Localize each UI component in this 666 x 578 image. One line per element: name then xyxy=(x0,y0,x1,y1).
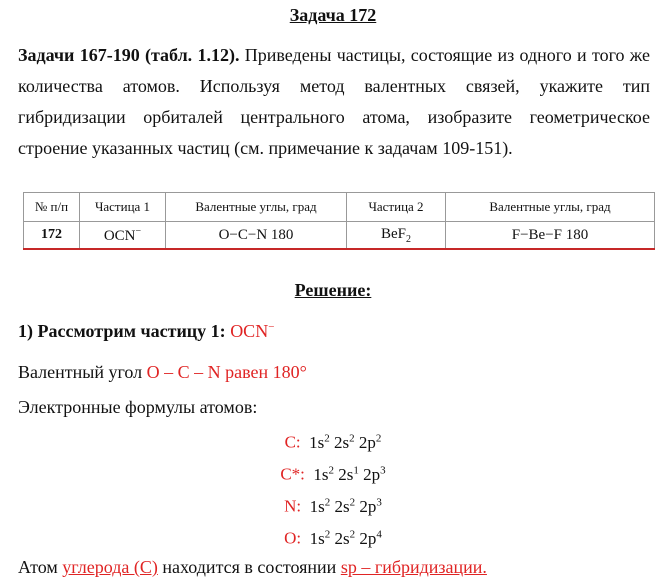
step-1-heading xyxy=(18,320,274,342)
step-1-label: 1) Рассмотрим частицу 1: xyxy=(18,321,231,341)
formula-element-symbol: N: xyxy=(284,496,302,516)
header-particle-1: Частица 1 xyxy=(80,193,166,222)
solution-heading: Решение: xyxy=(294,280,372,300)
step-1-particle: OCN− xyxy=(230,321,275,341)
electron-formula-line xyxy=(0,491,666,518)
cell-angle-1: O−C−N 180 xyxy=(166,222,347,250)
problem-text: Приведены частицы, состоящие из одного и того же количества атомов. Используя метод валентных связей, укажите тип гибридизации орбиталей центрального атома, изобразите геометрическое строение указанных частиц (см. примечание к задачам 109-151). xyxy=(18,45,650,158)
problem-statement xyxy=(18,40,650,164)
formula-configuration: $1s^2$ $2s^2$ $2p^4$ xyxy=(309,528,382,548)
cell-angle-2: F−Be−F 180 xyxy=(446,222,655,250)
formula-element-symbol: C: xyxy=(284,432,301,452)
cell-particle-2: BeF$_2$ xyxy=(347,222,446,250)
electron-formula-line xyxy=(0,427,666,454)
formula-element-symbol: C*: xyxy=(280,464,305,484)
table-row xyxy=(24,222,655,250)
angle-line xyxy=(18,361,307,383)
cell-number: 172 xyxy=(24,222,80,250)
header-number: № п/п xyxy=(24,193,80,222)
table-header-row xyxy=(24,193,655,222)
formula-element-symbol: O: xyxy=(284,528,302,548)
task-title: Задача 172 xyxy=(289,5,377,25)
problem-lead: Задачи 167-190 (табл. 1.12). xyxy=(18,45,240,65)
header-angles-2: Валентные углы, град xyxy=(446,193,655,222)
formulas-heading: Электронные формулы атомов: xyxy=(18,397,258,417)
formula-configuration: $1s^2$ $2s^1$ $2p^3$ xyxy=(313,464,386,484)
electron-formula-line xyxy=(0,523,666,550)
angle-prefix: Валентный угол xyxy=(18,362,147,382)
hybridization-statement: Атом углерода (C) находится в состоянии sp – гибридизации. xyxy=(18,557,487,577)
formula-configuration: $1s^2$ $2s^2$ $2p^3$ xyxy=(309,496,382,516)
cell-particle-1: OCN− xyxy=(80,222,166,250)
task-table xyxy=(23,192,655,250)
header-angles-1: Валентные углы, град xyxy=(166,193,347,222)
formula-configuration: $1s^2$ $2s^2$ $2p^2$ xyxy=(309,432,382,452)
angle-value: O – C – N равен 180° xyxy=(146,362,307,382)
electron-formula-line xyxy=(0,459,666,486)
header-particle-2: Частица 2 xyxy=(347,193,446,222)
